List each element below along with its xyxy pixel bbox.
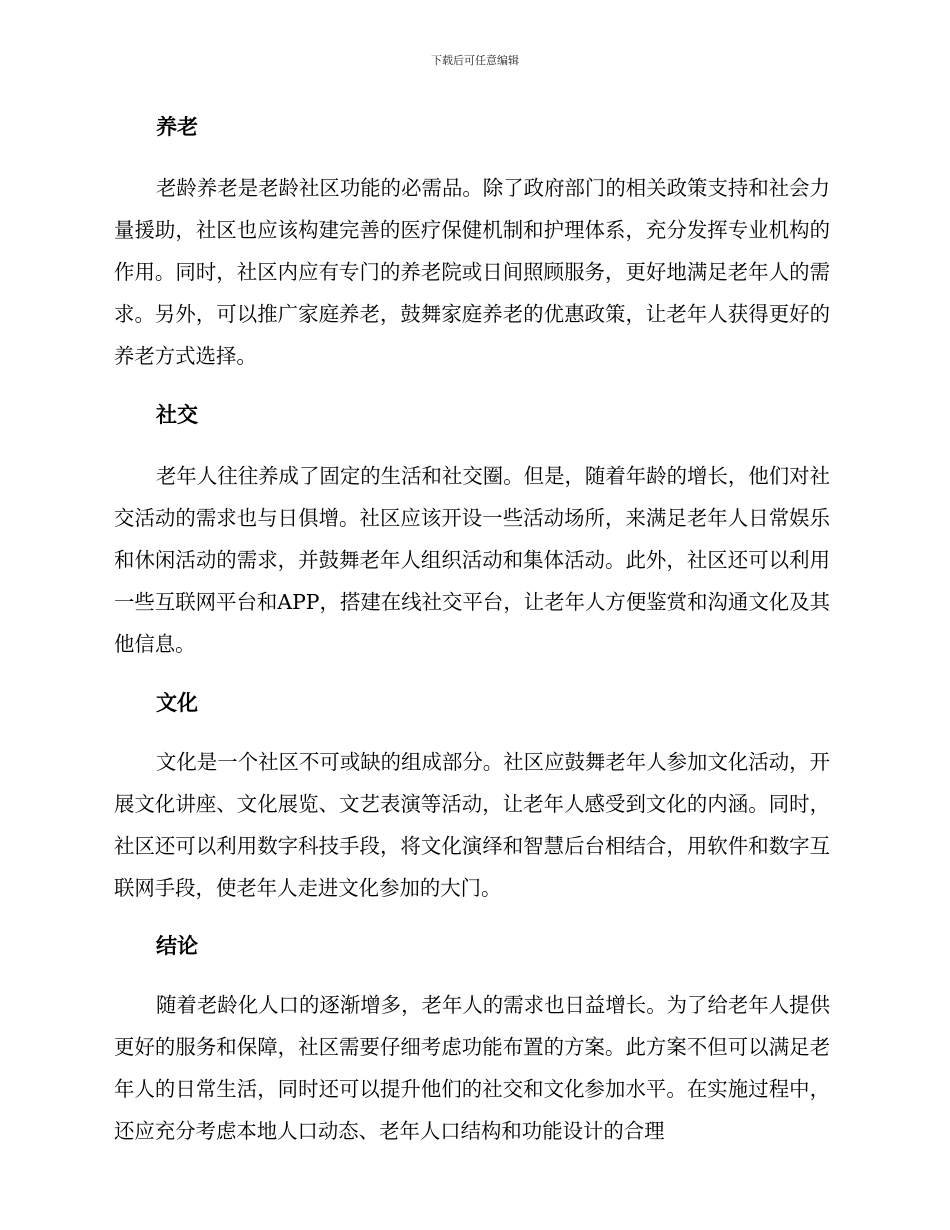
section-paragraph-elderly-care: 老龄养老是老龄社区功能的必需品。除了政府部门的相关政策支持和社会力量援助，社区也应该构建完善的医疗保健机制和护理体系，充分发挥专业机构的作用。同时，社区内应有专门的养老院或日间照顾服务，更好地满足老年人的需求。另外，可以推广家庭养老，鼓舞家庭养老的优惠政策，让老年人获得更好的养老方式选择。 <box>114 176 830 368</box>
section-heading-social: 社交 <box>156 403 198 427</box>
section-heading-conclusion: 结论 <box>156 934 198 958</box>
section-paragraph-social: 老年人往往养成了固定的生活和社交圈。但是，随着年龄的增长，他们对社交活动的需求也与日俱增。社区应该开设一些活动场所，来满足老年人日常娱乐和休闲活动的需求，并鼓舞老年人组织活动和集体活动。此外，社区还可以利用一些互联网平台和APP，搭建在线社交平台，让老年人方便鉴赏和沟通文化及其他信息。 <box>114 464 830 656</box>
document-body <box>114 110 830 1152</box>
section-heading-culture: 文化 <box>156 691 198 715</box>
section-paragraph-culture: 文化是一个社区不可或缺的组成部分。社区应鼓舞老年人参加文化活动，开展文化讲座、文化展览、文艺表演等活动，让老年人感受到文化的内涵。同时，社区还可以利用数字科技手段，将文化演绎和智慧后台相结合，用软件和数字互联网手段，使老年人走进文化参加的大门。 <box>114 750 830 900</box>
section-heading-elderly-care: 养老 <box>156 115 198 139</box>
section-paragraph-conclusion: 随着老龄化人口的逐渐增多，老年人的需求也日益增长。为了给老年人提供更好的服务和保障，社区需要仔细考虑功能布置的方案。此方案不但可以满足老年人的日常生活，同时还可以提升他们的社交和文化参加水平。在实施过程中，还应充分考虑本地人口动态、老年人口结构和功能设计的合理 <box>114 993 830 1143</box>
page-header: 下载后可任意编辑 <box>431 54 519 67</box>
